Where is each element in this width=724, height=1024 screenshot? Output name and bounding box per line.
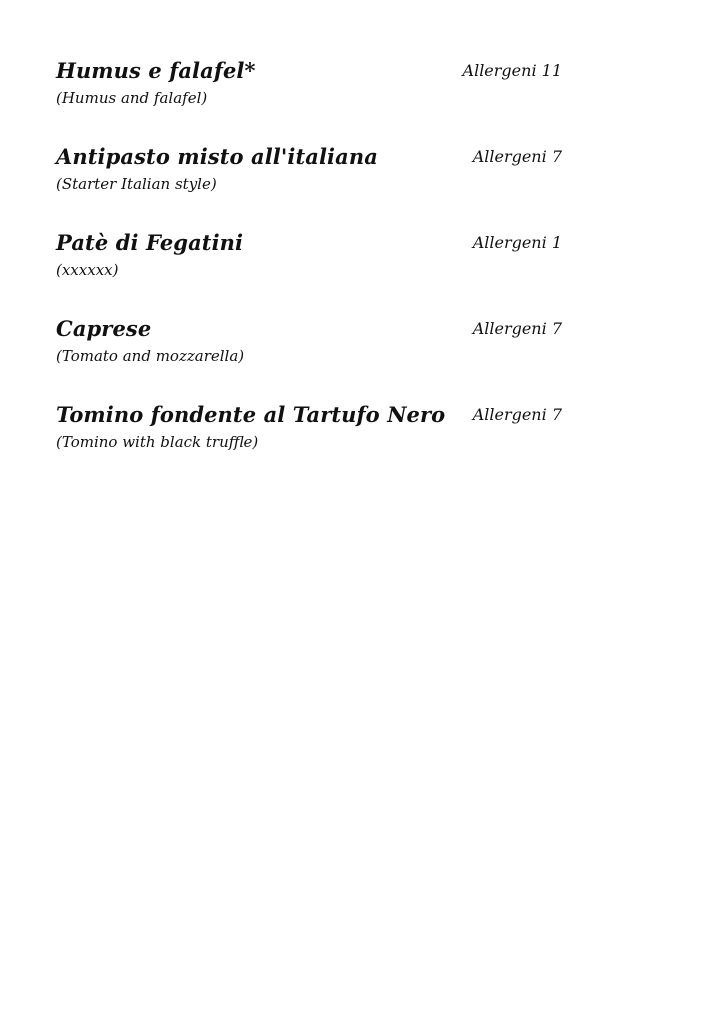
menu-item-allergens: Allergeni 11 [462, 61, 562, 80]
menu-item-description: (xxxxxx) [56, 261, 119, 279]
menu-item-description: (Tomino with black truffle) [56, 433, 259, 451]
menu-item-allergens: Allergeni 7 [472, 147, 562, 166]
menu-item-name: Humus e falafel* [56, 58, 256, 83]
menu-item-allergens: Allergeni 7 [472, 405, 562, 424]
menu-item-name: Tomino fondente al Tartufo Nero [56, 402, 446, 427]
menu-item-name: Patè di Fegatini [56, 230, 244, 255]
menu-item-name: Antipasto misto all'italiana [56, 144, 378, 169]
menu-item-description: (Humus and falafel) [56, 89, 208, 107]
menu-item-description: (Starter Italian style) [56, 175, 217, 193]
menu-item-allergens: Allergeni 7 [472, 319, 562, 338]
menu-item-allergens: Allergeni 1 [472, 233, 562, 252]
menu-item-description: (Tomato and mozzarella) [56, 347, 245, 365]
menu-item-name: Caprese [56, 316, 152, 341]
